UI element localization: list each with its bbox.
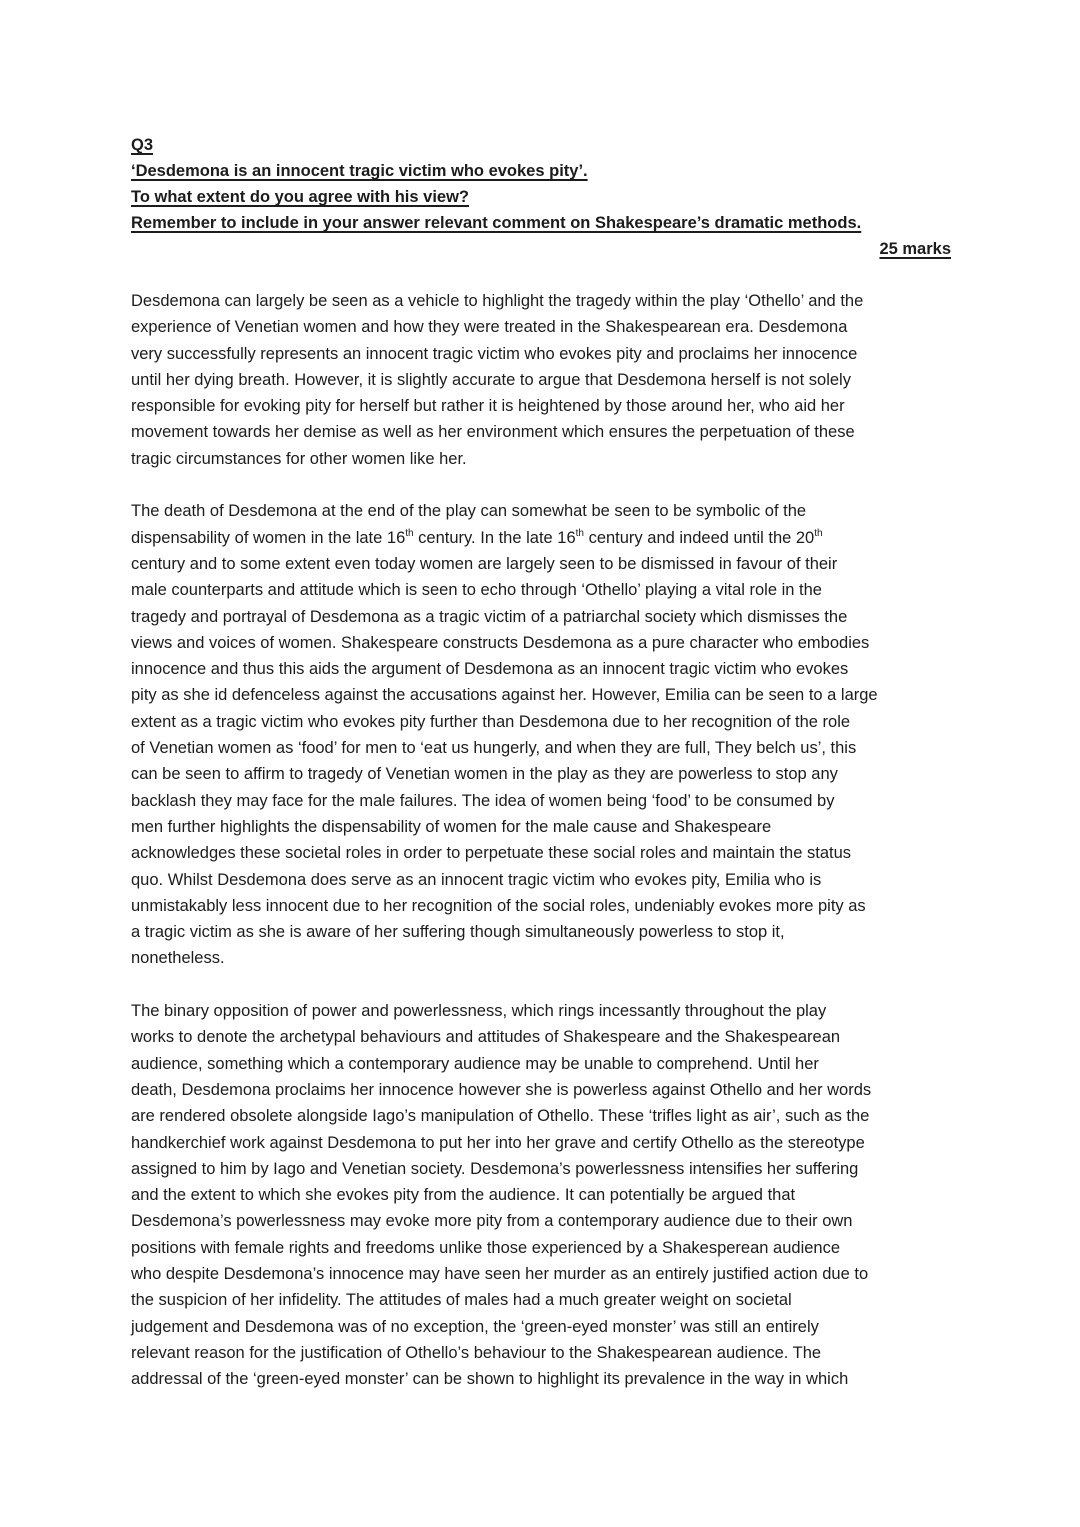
text-line: death, Desdemona proclaims her innocence however she is powerless against Othello and her words (131, 1080, 872, 1099)
text-line: century and to some extent even today women are largely seen to be dismissed in favour of their (131, 554, 838, 573)
essay-paragraph-2 (131, 498, 951, 971)
text-line: backlash they may face for the male failures. The idea of women being ‘food’ to be consumed by (131, 791, 835, 810)
text-line: pity as she id defenceless against the accusations against her. However, Emilia can be seen to a large (131, 686, 878, 705)
text-line: of Venetian women as ‘food’ for men to ‘eat us hungerly, and when they are full, They belch us’, this (131, 739, 857, 758)
text-line: views and voices of women. Shakespeare constructs Desdemona as a pure character who embodies (131, 633, 870, 652)
superscript: th (405, 527, 414, 539)
text-line: who despite Desdemona’s innocence may have seen her murder as an entirely justified action due to (131, 1264, 869, 1283)
text-line: positions with female rights and freedoms unlike those experienced by a Shakesperean audience (131, 1238, 841, 1257)
text-line: a tragic victim as she is aware of her suffering though simultaneously powerless to stop it, (131, 923, 785, 942)
text-line: quo. Whilst Desdemona does serve as an innocent tragic victim who evokes pity, Emilia who is (131, 870, 822, 889)
question-instruction: To what extent do you agree with his view? (131, 188, 469, 206)
essay-paragraph-1 (131, 288, 951, 472)
text-line: Desdemona’s powerlessness may evoke more pity from a contemporary audience due to their own (131, 1212, 853, 1231)
text-line: movement towards her demise as well as her environment which ensures the perpetuation of these (131, 423, 855, 442)
text-line: Desdemona can largely be seen as a vehicle to highlight the tragedy within the play ‘Othello’ and the (131, 292, 864, 310)
essay-body (131, 288, 951, 1392)
text-segment: century and indeed until the 20 (583, 528, 815, 547)
text-line: men further highlights the dispensability of women for the male cause and Shakespeare (131, 817, 772, 836)
marks-label: 25 marks (879, 240, 951, 258)
text-line: very successfully represents an innocent tragic victim who evokes pity and proclaims her innocence (131, 344, 858, 363)
text-segment: dispensability of women in the late 16 (131, 528, 406, 547)
question-header (131, 132, 951, 262)
text-line: judgement and Desdemona was of no exception, the ‘green-eyed monster’ was still an entirely (131, 1317, 819, 1336)
essay-paragraph-3 (131, 998, 951, 1392)
text-line: addressal of the ‘green-eyed monster’ can be shown to highlight its prevalence in the way in which (131, 1370, 849, 1389)
document-page (131, 132, 951, 1419)
text-line: tragedy and portrayal of Desdemona as a tragic victim of a patriarchal society which dismisses the (131, 607, 848, 626)
text-line: the suspicion of her infidelity. The attitudes of males had a much greater weight on societal (131, 1291, 792, 1310)
text-line: handkerchief work against Desdemona to put her into her grave and certify Othello as the stereotype (131, 1133, 865, 1152)
text-line: and the extent to which she evokes pity from the audience. It can potentially be argued that (131, 1186, 796, 1205)
superscript: th (575, 527, 584, 539)
text-line: extent as a tragic victim who evokes pity further than Desdemona due to her recognition of the role (131, 712, 851, 731)
question-number: Q3 (131, 136, 154, 154)
text-segment: century. In the late 16 (413, 528, 576, 547)
text-line: assigned to him by Iago and Venetian society. Desdemona’s powerlessness intensifies her suffering (131, 1159, 859, 1178)
text-line: male counterparts and attitude which is seen to echo through ‘Othello’ playing a vital role in the (131, 581, 822, 600)
text-line: are rendered obsolete alongside Iago’s manipulation of Othello. These ‘trifles light as air’, such as the (131, 1107, 870, 1126)
question-reminder: Remember to include in your answer relevant comment on Shakespeare’s dramatic methods. (131, 214, 862, 232)
text-line: acknowledges these societal roles in order to perpetuate these social roles and maintain the status (131, 844, 852, 863)
text-line: relevant reason for the justification of Othello’s behaviour to the Shakespearean audience. The (131, 1343, 822, 1362)
text-line: unmistakably less innocent due to her recognition of the social roles, undeniably evokes more pity as (131, 896, 866, 915)
text-line: innocence and thus this aids the argument of Desdemona as an innocent tragic victim who evokes (131, 660, 849, 679)
text-line-with-superscripts (131, 525, 951, 551)
text-line: until her dying breath. However, it is slightly accurate to argue that Desdemona herself is not solely (131, 370, 851, 389)
question-quote: ‘Desdemona is an innocent tragic victim who evokes pity’. (131, 162, 588, 180)
text-line: The binary opposition of power and powerlessness, which rings incessantly throughout the play (131, 1002, 827, 1021)
text-line: nonetheless. (131, 949, 225, 968)
text-line: experience of Venetian women and how they were treated in the Shakespearean era. Desdemona (131, 318, 848, 337)
text-line: responsible for evoking pity for herself but rather it is heightened by those around her, who aid her (131, 397, 845, 416)
text-line: audience, something which a contemporary audience may be unable to comprehend. Until her (131, 1054, 819, 1073)
text-line: The death of Desdemona at the end of the play can somewhat be seen to be symbolic of the (131, 502, 807, 521)
text-line: can be seen to affirm to tragedy of Venetian women in the play as they are powerless to stop any (131, 765, 838, 784)
superscript: th (814, 527, 823, 539)
text-line: works to denote the archetypal behaviours and attitudes of Shakespeare and the Shakespearean (131, 1028, 841, 1047)
text-line: tragic circumstances for other women like her. (131, 449, 467, 468)
